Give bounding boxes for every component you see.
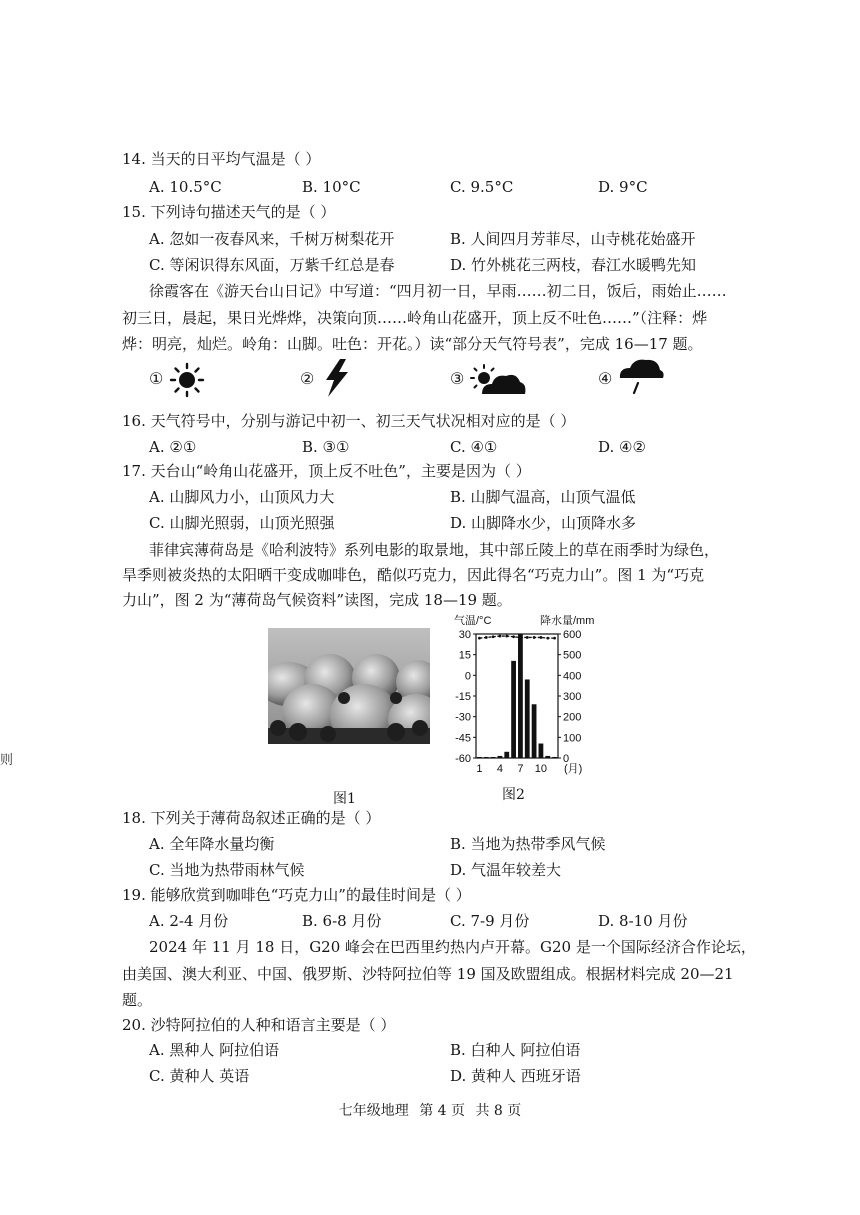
- q15-option-a: A. 忽如一夜春风来，千树万树梨花开: [149, 230, 395, 248]
- q14-option-b: B. 10°C: [302, 178, 361, 196]
- lightning-icon: [318, 358, 354, 398]
- q16-option-b: B. ③①: [302, 438, 350, 456]
- sun-behind-cloud-icon: [468, 362, 528, 398]
- q18-option-a: A. 全年降水量均衡: [149, 835, 275, 853]
- passage-2-line-2: 旱季则被炎热的太阳晒干变成咖啡色，酷似巧克力，因此得名“巧克力山”。图 1 为“巧克: [122, 566, 705, 584]
- q17-option-d: D. 山脚降水少，山顶降水多: [450, 514, 637, 532]
- page-footer: [0, 1102, 860, 1121]
- q14-option-a: A. 10.5°C: [149, 178, 222, 196]
- right-tick-label: 100: [563, 732, 582, 745]
- temperature-point: [546, 637, 549, 640]
- q19-option-d: D. 8-10 月份: [598, 912, 688, 930]
- x-tick-label: 4: [496, 763, 503, 775]
- temperature-point: [526, 636, 529, 639]
- q17-option-a: A. 山脚风力小，山顶风力大: [149, 488, 335, 506]
- left-tick-label: -15: [455, 691, 471, 703]
- right-tick-label: 0: [563, 753, 570, 765]
- x-tick-label: 7: [517, 763, 524, 775]
- right-tick-label: 300: [563, 691, 582, 703]
- q16-option-d: D. ④②: [598, 438, 646, 456]
- q18-option-b: B. 当地为热带季风气候: [450, 835, 606, 853]
- temperature-point: [485, 636, 488, 639]
- weather-symbol-4-number: ④: [598, 369, 613, 388]
- q16-option-c: C. ④①: [450, 438, 498, 456]
- temperature-line: [479, 636, 554, 638]
- temperature-point: [519, 636, 522, 639]
- q20-option-b: B. 白种人 阿拉伯语: [450, 1041, 581, 1059]
- question-16-stem: 16. 天气符号中，分别与游记中初一、初三天气状况相对应的是（ ）: [122, 412, 576, 430]
- precipitation-bar: [552, 757, 557, 758]
- precipitation-bar: [539, 744, 544, 758]
- footer-total-pages: 共 8 页: [475, 1103, 522, 1119]
- x-axis-unit-label: (月): [564, 763, 583, 775]
- q19-option-b: B. 6-8 月份: [302, 912, 382, 930]
- q20-option-c: C. 黄种人 英语: [149, 1067, 250, 1085]
- q16-option-a: A. ②①: [149, 438, 197, 456]
- q14-option-c: C. 9.5°C: [450, 178, 514, 196]
- question-19-stem: 19. 能够欣赏到咖啡色“巧克力山”的最佳时间是（ ）: [122, 886, 471, 904]
- q19-option-a: A. 2-4 月份: [149, 912, 229, 930]
- weather-symbol-1: [149, 362, 239, 396]
- precipitation-bar: [518, 634, 523, 758]
- q14-option-d: D. 9°C: [598, 178, 648, 196]
- passage-3-line-3: 题。: [122, 991, 153, 1009]
- q15-option-b: B. 人间四月芳菲尽，山寺桃花始盛开: [450, 230, 696, 248]
- passage-1-line-3: 烨：明亮，灿烂。岭角：山脚。吐色：开花。）读“部分天气符号表”，完成 16—17 题。: [122, 335, 703, 353]
- precipitation-bar: [511, 661, 516, 758]
- q15-option-d: D. 竹外桃花三两枝，春江水暖鸭先知: [450, 256, 697, 274]
- x-tick-label: 1: [476, 763, 483, 775]
- precipitation-bar: [484, 757, 489, 758]
- left-tick-label: 30: [458, 629, 471, 641]
- weather-symbol-4: [598, 362, 678, 396]
- precipitation-axis-label: 降水量/mm: [540, 615, 595, 627]
- passage-1-line-2: 初三日，晨起，果日光烨烨，决策向顶……岭角山花盛开，顶上反不吐色……”（注释：烨: [122, 309, 708, 327]
- passage-2-line-1: 菲律宾薄荷岛是《哈利波特》系列电影的取景地，其中部丘陵上的草在雨季时为绿色，: [149, 541, 720, 559]
- q15-option-c: C. 等闲识得东风面，万紫千红总是春: [149, 256, 395, 274]
- weather-symbol-1-number: ①: [149, 369, 164, 388]
- q19-option-c: C. 7-9 月份: [450, 912, 530, 930]
- q18-option-d: D. 气温年较差大: [450, 861, 562, 879]
- precipitation-bar: [477, 757, 482, 758]
- left-tick-label: 0: [464, 670, 471, 683]
- chocolate-hills-photo: [268, 628, 430, 744]
- q17-option-c: C. 山脚光照弱，山顶光照强: [149, 514, 335, 532]
- precipitation-bar: [545, 756, 550, 758]
- right-tick-label: 200: [563, 711, 582, 724]
- precipitation-bar: [504, 752, 509, 758]
- question-17-stem: 17. 天台山“岭角山花盛开，顶上反不吐色”，主要是因为（ ）: [122, 462, 531, 480]
- q18-option-c: C. 当地为热带雨林气候: [149, 861, 305, 879]
- weather-symbol-3: [450, 362, 540, 396]
- climate-chart: [440, 612, 610, 784]
- right-tick-label: 400: [563, 670, 582, 683]
- footer-subject: 七年级地理: [338, 1103, 409, 1119]
- question-18-stem: 18. 下列关于薄荷岛叙述正确的是（ ）: [122, 809, 381, 827]
- figure-1-caption: 图1: [333, 791, 356, 807]
- weather-symbol-3-number: ③: [450, 369, 465, 388]
- question-15-stem: 15. 下列诗句描述天气的是（ ）: [122, 203, 336, 221]
- question-14-stem: 14. 当天的日平均气温是（ ）: [122, 150, 321, 168]
- passage-3-line-2: 由美国、澳大利亚、中国、俄罗斯、沙特阿拉伯等 19 国及欧盟组成。根据材料完成 20—21: [122, 965, 734, 983]
- precipitation-bar: [532, 704, 537, 758]
- temperature-point: [533, 636, 536, 639]
- sun-icon: [167, 362, 207, 398]
- temperature-point: [505, 635, 508, 638]
- left-tick-label: -30: [455, 711, 471, 724]
- left-tick-label: -45: [455, 732, 471, 745]
- left-tick-label: -60: [455, 753, 471, 765]
- weather-symbol-2: [300, 362, 370, 396]
- temperature-point: [553, 637, 556, 640]
- q20-option-a: A. 黑种人 阿拉伯语: [149, 1041, 280, 1059]
- passage-2-line-3: 力山”，图 2 为“薄荷岛气候资料”读图，完成 18—19 题。: [122, 591, 512, 609]
- precipitation-bar: [491, 757, 496, 758]
- margin-character: 则: [0, 753, 14, 768]
- temperature-point: [540, 636, 543, 639]
- precipitation-bar: [525, 679, 530, 758]
- precipitation-bar: [498, 756, 503, 758]
- question-20-stem: 20. 沙特阿拉伯的人种和语言主要是（ ）: [122, 1016, 396, 1034]
- figure-2-caption: 图2: [502, 787, 525, 803]
- temperature-point: [512, 635, 515, 638]
- passage-3-line-1: 2024 年 11 月 18 日，G20 峰会在巴西里约热内卢开幕。G20 是一个国际经济合作论坛，: [149, 938, 756, 956]
- left-tick-label: 15: [458, 649, 471, 662]
- q20-option-d: D. 黄种人 西班牙语: [450, 1067, 581, 1085]
- temperature-point: [499, 635, 502, 638]
- passage-1-line-1: 徐霞客在《游天台山日记》中写道：“四月初一日，早雨……初二日，饭后，雨始止……: [149, 282, 727, 300]
- temperature-point: [492, 635, 495, 638]
- right-tick-label: 500: [563, 649, 582, 662]
- temperature-point: [478, 637, 481, 640]
- weather-symbol-2-number: ②: [300, 369, 315, 388]
- right-tick-label: 600: [563, 629, 582, 641]
- q17-option-b: B. 山脚气温高，山顶气温低: [450, 488, 636, 506]
- footer-page-number: 第 4 页: [419, 1103, 465, 1119]
- chart-plot-frame: [476, 634, 558, 758]
- rain-cloud-icon: [616, 356, 666, 396]
- temperature-axis-label: 气温/°C: [454, 615, 492, 627]
- x-tick-label: 10: [534, 763, 548, 775]
